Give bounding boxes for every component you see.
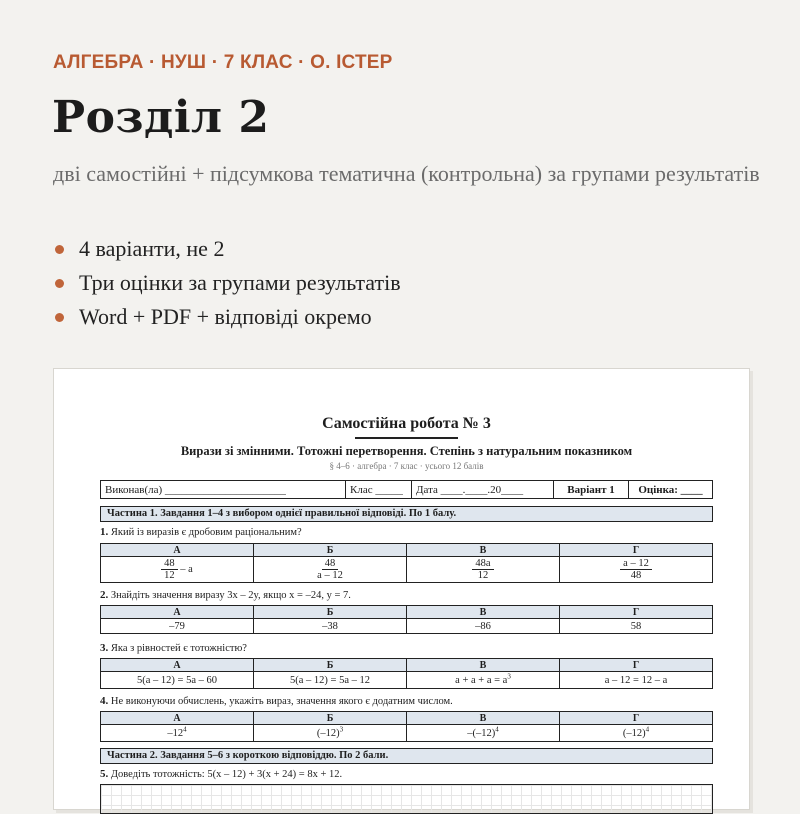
option-text: –(–12) xyxy=(467,727,496,739)
option-b[interactable] xyxy=(254,557,407,583)
option-header: Г xyxy=(560,606,713,619)
option-header: А xyxy=(101,606,254,619)
feature-text: 4 варіанти, не 2 xyxy=(79,236,225,261)
question-1 xyxy=(100,526,713,538)
page-subtitle: дві самостійні + підсумкова тематична (контрольна) за групами результатів xyxy=(53,161,760,186)
option-header: В xyxy=(407,712,560,725)
option-header: В xyxy=(407,659,560,672)
question-number: 3. xyxy=(100,642,109,654)
exponent: 3 xyxy=(507,672,511,680)
feature-text: Word + PDF + відповіді окремо xyxy=(79,304,372,329)
numerator: 48a xyxy=(472,558,493,570)
option-header: А xyxy=(101,712,254,725)
question-2 xyxy=(100,589,713,601)
title-underline xyxy=(355,437,458,439)
option-a[interactable] xyxy=(101,725,254,742)
question-number: 2. xyxy=(100,589,109,601)
option-text: 5(a – 12) = 5a – 60 xyxy=(137,674,217,686)
date-field: Дата ____.____.20____ xyxy=(412,481,554,498)
option-text: 5(a – 12) = 5a – 12 xyxy=(290,674,370,686)
options-row xyxy=(101,725,713,742)
option-header: В xyxy=(407,606,560,619)
feature-list xyxy=(53,232,401,334)
denominator: 12 xyxy=(477,570,489,581)
numerator: a – 12 xyxy=(620,558,652,570)
option-c[interactable] xyxy=(407,672,560,689)
option-header: Г xyxy=(560,544,713,557)
question-text: Не виконуючи обчислень, укажіть вираз, значення якого є додатним числом. xyxy=(110,696,453,707)
option-a[interactable] xyxy=(101,557,254,583)
option-header: А xyxy=(101,659,254,672)
option-b[interactable] xyxy=(254,725,407,742)
options-row xyxy=(101,557,713,583)
option-c[interactable] xyxy=(407,557,560,583)
option-b[interactable] xyxy=(254,672,407,689)
option-text: –12 xyxy=(167,727,184,739)
option-d[interactable]: 58 xyxy=(560,619,713,634)
feature-text: Три оцінки за групами результатів xyxy=(79,270,401,295)
option-d[interactable] xyxy=(560,672,713,689)
question-4 xyxy=(100,695,713,707)
question-number: 4. xyxy=(100,695,109,707)
option-d[interactable] xyxy=(560,557,713,583)
grade-field: Оцінка: ____ xyxy=(638,484,703,496)
answer-grid[interactable] xyxy=(100,784,713,814)
denominator: 12 xyxy=(164,570,175,581)
question-5 xyxy=(100,768,713,780)
options-table-q1 xyxy=(100,543,713,583)
question-text: Яка з рівностей є тотожністю? xyxy=(110,643,247,654)
bullet-dot-icon xyxy=(55,313,64,322)
question-text: Який із виразів є дробовим раціональним? xyxy=(110,527,302,538)
performer-field: Виконав(ла) ______________________ xyxy=(101,481,346,498)
option-header: Г xyxy=(560,659,713,672)
question-text: Знайдіть значення виразу 3x – 2y, якщо x = –24, y = 7. xyxy=(110,590,351,601)
option-text: a – 12 = 12 – a xyxy=(604,674,668,686)
exponent: 4 xyxy=(645,725,650,733)
page-title: Розділ 2 xyxy=(52,92,270,143)
options-header-row xyxy=(101,712,713,725)
variant-label: Варіант 1 xyxy=(554,481,629,498)
question-3 xyxy=(100,642,713,654)
option-header: Б xyxy=(254,544,407,557)
option-c[interactable] xyxy=(407,725,560,742)
options-header-row xyxy=(101,659,713,672)
option-text: (–12) xyxy=(316,727,340,739)
option-header: Б xyxy=(254,712,407,725)
feature-item xyxy=(53,266,401,300)
worksheet-meta: § 4–6 · алгебра · 7 клас · усього 12 балів xyxy=(329,461,484,471)
question-number: 5. xyxy=(100,768,109,780)
bullet-dot-icon xyxy=(55,245,64,254)
class-field: Клас _____ xyxy=(346,481,412,498)
option-header: А xyxy=(101,544,254,557)
fraction xyxy=(161,558,178,581)
denominator: 48 xyxy=(630,570,642,581)
feature-item xyxy=(53,232,401,266)
student-info-row xyxy=(100,480,713,499)
worksheet-subtitle: Вирази зі змінними. Тотожні перетворення. Степінь з натуральним показником xyxy=(180,444,633,458)
question-text: Доведіть тотожність: 5(x – 12) + 3(x + 24) = 8x + 12. xyxy=(110,769,343,780)
option-text: a + a + a = a xyxy=(455,674,508,686)
option-header: Б xyxy=(254,606,407,619)
exponent: 4 xyxy=(495,725,499,733)
option-c[interactable]: –86 xyxy=(407,619,560,634)
options-table-q2 xyxy=(100,605,713,634)
part2-header: Частина 2. Завдання 5–6 з короткою відповіддю. По 2 бали. xyxy=(100,748,713,764)
part1-header: Частина 1. Завдання 1–4 з вибором однієї правильної відповіді. По 1 балу. xyxy=(100,506,713,522)
kicker: АЛГЕБРА · НУШ · 7 КЛАС · О. ІСТЕР xyxy=(53,52,393,73)
option-b[interactable]: –38 xyxy=(254,619,407,634)
fraction xyxy=(472,558,493,581)
question-number: 1. xyxy=(100,526,109,538)
options-table-q4 xyxy=(100,711,713,742)
options-row xyxy=(101,619,713,634)
options-row xyxy=(101,672,713,689)
exponent: 3 xyxy=(339,725,344,733)
option-header: В xyxy=(407,544,560,557)
feature-item xyxy=(53,300,401,334)
bullet-dot-icon xyxy=(55,279,64,288)
options-header-row xyxy=(101,606,713,619)
option-a[interactable]: –79 xyxy=(101,619,254,634)
option-a[interactable] xyxy=(101,672,254,689)
fraction-tail: – a xyxy=(180,563,193,575)
options-table-q3 xyxy=(100,658,713,689)
worksheet-title: Самостійна робота № 3 xyxy=(322,415,491,432)
option-d[interactable] xyxy=(560,725,713,742)
options-header-row xyxy=(101,544,713,557)
fraction xyxy=(620,558,652,581)
denominator: a – 12 xyxy=(317,570,343,581)
fraction xyxy=(314,558,346,581)
option-text: (–12) xyxy=(622,727,646,739)
numerator: 48 xyxy=(161,558,178,570)
option-header: Г xyxy=(560,712,713,725)
numerator: 48 xyxy=(322,558,339,570)
option-header: Б xyxy=(254,659,407,672)
worksheet-preview xyxy=(53,368,750,810)
exponent: 4 xyxy=(183,725,187,733)
